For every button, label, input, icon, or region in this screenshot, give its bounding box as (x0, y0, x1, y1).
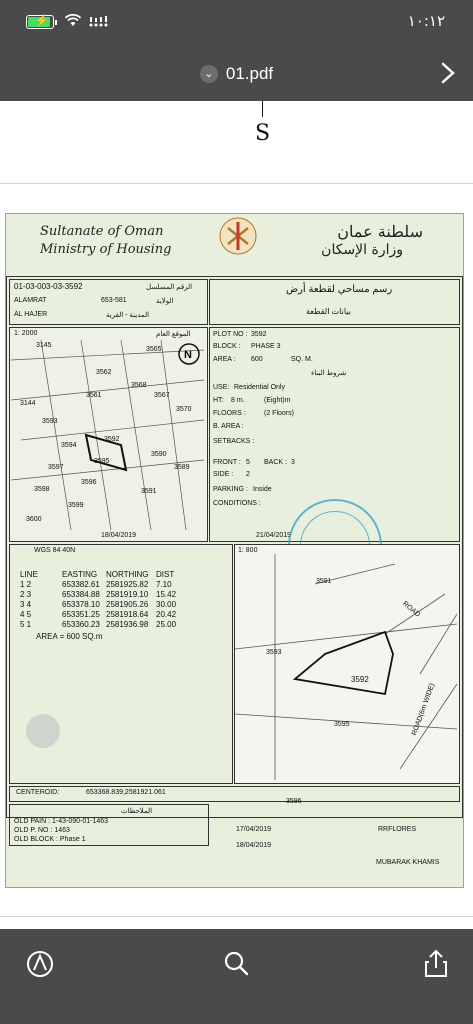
cellular-signal-icon (89, 15, 109, 30)
wifi-icon (65, 14, 81, 30)
cert-title-ar-1: سلطنة عمان (337, 222, 423, 241)
date-2: 21/04/2019 (256, 532, 292, 539)
north-arrow-tail (262, 101, 263, 117)
file-title[interactable]: 01.pdf (225, 64, 274, 83)
road-label: ROAD (401, 600, 422, 619)
date-1: 18/04/2019 (101, 532, 137, 539)
village-en: AL HAJER (14, 311, 48, 318)
coord-cell: 30.00 (156, 600, 177, 609)
general-location-ar: الموقع العام (156, 331, 191, 338)
coord-cell: 20.42 (156, 610, 177, 619)
back: 3 (291, 459, 295, 466)
ht-note: (Eight)m (264, 397, 291, 404)
setbacks-label: SETBACKS : (213, 438, 255, 445)
bottom-toolbar (0, 929, 473, 1024)
coord-header-northing: NORTHING (106, 570, 149, 579)
conditions-label: CONDITIONS : (213, 500, 261, 507)
area-label: AREA : (213, 356, 236, 363)
hologram-seal (26, 714, 60, 748)
centeroid-label: CENTEROID: (16, 789, 60, 796)
top-bar (0, 0, 473, 101)
plot-3596: 3596 (286, 798, 302, 805)
floors-label: FLOORS : (213, 410, 246, 417)
coord-cell: 2 3 (20, 590, 32, 599)
conditions-ar: شروط البناء (311, 370, 347, 377)
coord-cell: 653378.10 (62, 600, 100, 609)
neighbor-3568: 3568 (131, 382, 147, 389)
wgs: WGS 84 40N (34, 547, 76, 554)
coord-cell: 653360.23 (62, 620, 100, 629)
old-pain: OLD PAIN : 1-43-090-01-1463 (14, 818, 109, 825)
neighbor-3562: 3562 (96, 369, 112, 376)
back-label: BACK : (264, 459, 287, 466)
battery-icon: ⚡ (26, 15, 54, 29)
coord-cell: 3 4 (20, 600, 32, 609)
use-label: USE: (213, 384, 230, 391)
neighbor-3599: 3599 (68, 502, 84, 509)
neighbor-3593: 3593 (42, 418, 58, 425)
wilayat-en: ALAMRAT (14, 297, 47, 304)
map-no: 653-581 (101, 297, 127, 304)
b-area-label: B. AREA : (213, 423, 244, 430)
area-value: 600 (251, 356, 263, 363)
area-unit: SQ. M. (291, 356, 313, 363)
neighbor-3145: 3145 (36, 342, 52, 349)
survey-certificate-page (5, 213, 464, 888)
centeroid-row (9, 786, 460, 802)
date-3: 17/04/2019 (236, 826, 272, 833)
detail-plan-drawing (235, 554, 457, 780)
coord-cell: 25.00 (156, 620, 177, 629)
neighbor-3595: 3595 (94, 458, 110, 465)
use: Residential Only (234, 384, 285, 391)
battery-cap (55, 20, 57, 25)
section-ar: بيانات القطعة (306, 307, 351, 316)
chevron-down-icon[interactable]: ⌄ (200, 65, 218, 83)
document-title[interactable] (0, 64, 473, 84)
coord-cell: 653351.25 (62, 610, 100, 619)
chevron-right-icon[interactable] (441, 62, 455, 91)
coord-cell: 1 2 (20, 580, 32, 589)
old-block: OLD BLOCK : Phase 1 (14, 836, 86, 843)
plot-3591: 3591 (316, 578, 332, 585)
coord-cell: 15.42 (156, 590, 177, 599)
coord-header-dist: DIST (156, 570, 175, 579)
notes-ar: الملاحظات (121, 808, 153, 815)
neighbor-3591: 3591 (141, 488, 157, 495)
neighbor-3570: 3570 (176, 406, 192, 413)
serial-no: 01-03-003-03-3592 (14, 282, 83, 291)
doc-title-ar: رسم مساحي لقطعة أرض (286, 284, 393, 295)
serial-label: الرقم المسلسل (146, 284, 193, 291)
status-indicators (26, 14, 109, 30)
coord-cell: 2581925.82 (106, 580, 149, 589)
neighbor-3597: 3597 (48, 464, 64, 471)
front-label: FRONT : (213, 459, 241, 466)
neighbor-3594: 3594 (61, 442, 77, 449)
coord-cell: 653384.88 (62, 590, 100, 599)
coord-cell: 2581918.64 (106, 610, 149, 619)
coord-cell: 4 5 (20, 610, 32, 619)
oman-emblem-icon (216, 214, 260, 268)
plot-no-label: PLOT NO : (213, 331, 248, 338)
neighbor-3589: 3589 (174, 464, 190, 471)
cert-title-en-2: Ministry of Housing (40, 242, 172, 257)
side: 2 (246, 471, 250, 478)
director: MUBARAK KHAMIS (376, 859, 440, 866)
date-4: 18/04/2019 (236, 842, 272, 849)
neighbor-3561: 3561 (86, 392, 102, 399)
search-icon[interactable] (217, 944, 257, 984)
page-separator (0, 183, 473, 184)
document-view[interactable] (0, 101, 473, 929)
coord-header-easting: EASTING (62, 570, 98, 579)
neighbor-3600: 3600 (26, 516, 42, 523)
centeroid-value: 653368.839,2581921.061 (86, 789, 166, 796)
page-separator (0, 916, 473, 917)
parking: Inside (253, 486, 272, 493)
village-ar: المدينة - القرية (106, 312, 150, 319)
cert-title-ar-2: وزارة الإسكان (321, 242, 403, 258)
neighbor-3144: 3144 (20, 400, 36, 407)
road-6m-label: ROAD(6m WIDE) (411, 682, 437, 737)
status-time: ١٠:١٢ (407, 12, 445, 30)
scale-1: 1: 2000 (14, 330, 38, 337)
plot-3592: 3592 (351, 675, 369, 684)
scale-2: 1: 800 (238, 547, 258, 554)
share-icon[interactable] (416, 944, 456, 984)
old-p-no: OLD P. NO : 1463 (14, 827, 70, 834)
ht: 8 m. (231, 397, 245, 404)
coord-cell: 2581936.98 (106, 620, 149, 629)
surveyor: RRFLORES (378, 826, 417, 833)
coord-header-line: LINE (20, 570, 38, 579)
block-label: BLOCK : (213, 343, 241, 350)
block: PHASE 3 (251, 343, 281, 350)
neighbor-3596: 3596 (81, 479, 97, 486)
plot-3595: 3595 (334, 721, 350, 728)
cert-title-en-1: Sultanate of Oman (40, 224, 164, 239)
coord-cell: 653382.61 (62, 580, 100, 589)
wilayat-ar: الولاية (156, 298, 174, 305)
floors: (2 Floors) (264, 410, 294, 417)
area-total: AREA = 600 SQ.m (36, 632, 103, 641)
neighbor-3567: 3567 (154, 392, 170, 399)
coord-cell: 7.10 (156, 580, 172, 589)
svg-text:N: N (184, 349, 192, 361)
previous-page-letter: S (255, 121, 271, 146)
neighbor-3590: 3590 (151, 451, 167, 458)
markup-icon[interactable] (20, 944, 60, 984)
plot-no: 3592 (251, 331, 267, 338)
coord-cell: 5 1 (20, 620, 32, 629)
plot-3593: 3593 (266, 649, 282, 656)
parking-label: PARKING : (213, 486, 248, 493)
ht-label: HT: (213, 397, 224, 404)
side-label: SIDE : (213, 471, 234, 478)
front: 5 (246, 459, 250, 466)
coord-cell: 2581919.10 (106, 590, 149, 599)
neighbor-3565: 3565 (146, 346, 162, 353)
plot-3592-location: 3592 (104, 436, 120, 443)
neighbor-3598: 3598 (34, 486, 50, 493)
coord-cell: 2581905.26 (106, 600, 149, 609)
